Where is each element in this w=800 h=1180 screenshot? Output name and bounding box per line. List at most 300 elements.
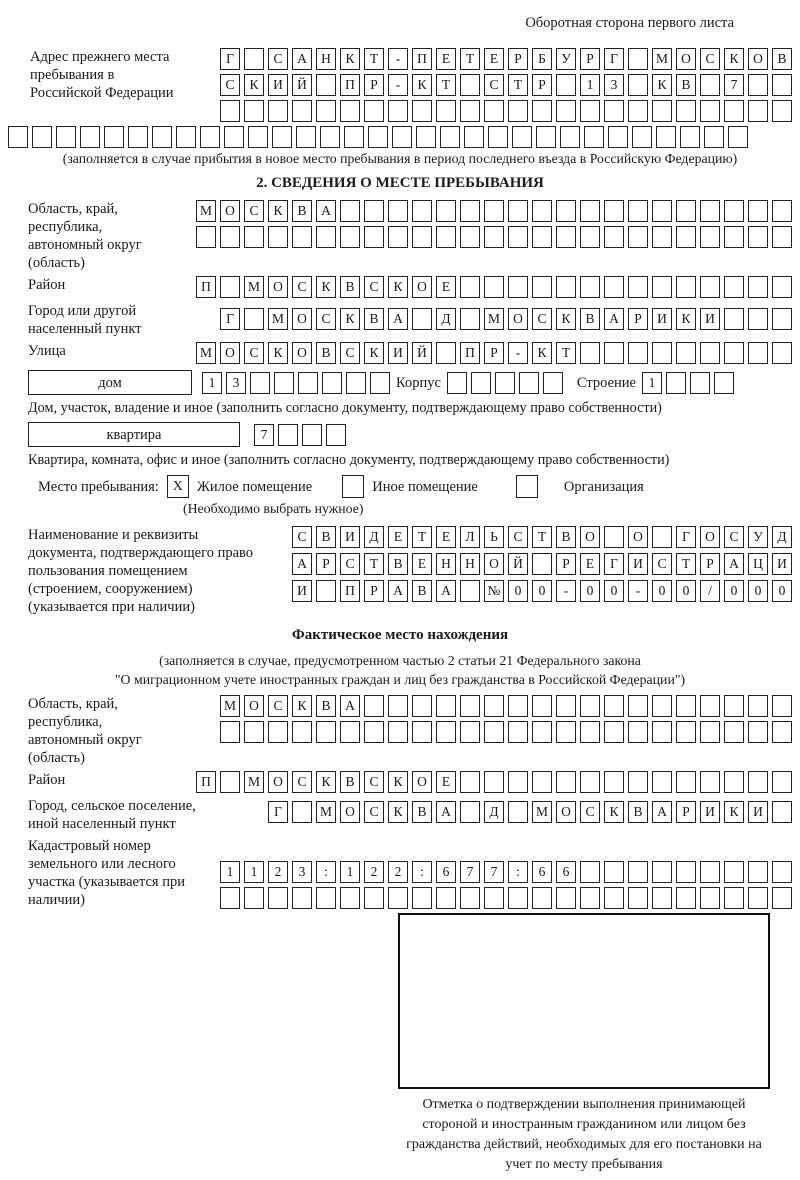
char-cell[interactable]: Р — [484, 342, 504, 364]
char-cell[interactable] — [676, 100, 696, 122]
char-cell[interactable]: К — [388, 276, 408, 298]
char-cell[interactable] — [604, 226, 624, 248]
char-cell[interactable] — [772, 342, 792, 364]
char-cell[interactable]: Р — [676, 801, 696, 823]
char-cell[interactable] — [196, 226, 216, 248]
char-cell[interactable]: В — [364, 308, 384, 330]
char-cell[interactable]: Р — [316, 553, 336, 575]
char-cell[interactable] — [652, 771, 672, 793]
char-cell[interactable]: 0 — [676, 580, 696, 602]
char-cell[interactable]: С — [292, 526, 312, 548]
char-cell[interactable] — [580, 887, 600, 909]
char-cell[interactable] — [346, 372, 366, 394]
char-cell[interactable] — [700, 100, 720, 122]
char-cell[interactable]: О — [340, 801, 360, 823]
char-cell[interactable] — [508, 695, 528, 717]
char-cell[interactable]: И — [340, 526, 360, 548]
char-cell[interactable]: Р — [364, 74, 384, 96]
char-cell[interactable]: В — [772, 48, 792, 70]
char-cell[interactable] — [484, 276, 504, 298]
char-cell[interactable]: М — [484, 308, 504, 330]
char-cell[interactable] — [700, 695, 720, 717]
char-cell[interactable]: О — [412, 276, 432, 298]
char-cell[interactable]: 0 — [508, 580, 528, 602]
char-cell[interactable]: М — [220, 695, 240, 717]
char-cell[interactable] — [628, 276, 648, 298]
char-cell[interactable] — [220, 226, 240, 248]
char-cell[interactable]: 0 — [652, 580, 672, 602]
char-cell[interactable] — [676, 226, 696, 248]
char-cell[interactable] — [748, 695, 768, 717]
char-cell[interactable]: - — [388, 48, 408, 70]
char-cell[interactable]: 2 — [268, 861, 288, 883]
char-cell[interactable]: 7 — [254, 424, 274, 446]
char-cell[interactable] — [268, 721, 288, 743]
char-cell[interactable] — [244, 887, 264, 909]
char-cell[interactable] — [340, 226, 360, 248]
char-cell[interactable] — [298, 372, 318, 394]
char-cell[interactable] — [340, 721, 360, 743]
char-cell[interactable]: 1 — [202, 372, 222, 394]
char-cell[interactable]: О — [556, 801, 576, 823]
char-cell[interactable] — [519, 372, 539, 394]
char-cell[interactable]: А — [604, 308, 624, 330]
char-cell[interactable] — [724, 887, 744, 909]
char-cell[interactable] — [316, 721, 336, 743]
char-cell[interactable] — [772, 721, 792, 743]
char-cell[interactable] — [580, 276, 600, 298]
char-cell[interactable] — [388, 695, 408, 717]
char-cell[interactable]: П — [340, 74, 360, 96]
char-cell[interactable] — [278, 424, 298, 446]
char-cell[interactable] — [652, 200, 672, 222]
char-cell[interactable] — [676, 721, 696, 743]
char-cell[interactable]: - — [628, 580, 648, 602]
char-cell[interactable]: И — [292, 580, 312, 602]
char-cell[interactable] — [447, 372, 467, 394]
char-cell[interactable] — [748, 200, 768, 222]
char-cell[interactable] — [8, 126, 28, 148]
char-cell[interactable] — [748, 861, 768, 883]
char-cell[interactable]: Е — [436, 48, 456, 70]
char-cell[interactable] — [388, 721, 408, 743]
char-cell[interactable]: И — [268, 74, 288, 96]
char-cell[interactable] — [436, 200, 456, 222]
char-cell[interactable]: - — [388, 74, 408, 96]
char-cell[interactable] — [128, 126, 148, 148]
char-cell[interactable]: 1 — [220, 861, 240, 883]
char-cell[interactable] — [604, 771, 624, 793]
char-cell[interactable]: 1 — [244, 861, 264, 883]
char-cell[interactable] — [484, 695, 504, 717]
char-cell[interactable] — [508, 721, 528, 743]
char-cell[interactable]: Н — [436, 553, 456, 575]
char-cell[interactable]: К — [340, 308, 360, 330]
char-cell[interactable]: Ц — [748, 553, 768, 575]
char-cell[interactable] — [580, 100, 600, 122]
char-cell[interactable] — [471, 372, 491, 394]
char-cell[interactable]: Е — [484, 48, 504, 70]
char-cell[interactable] — [748, 100, 768, 122]
char-cell[interactable]: М — [532, 801, 552, 823]
char-cell[interactable] — [690, 372, 710, 394]
char-cell[interactable]: 3 — [292, 861, 312, 883]
char-cell[interactable] — [368, 126, 388, 148]
char-cell[interactable]: О — [748, 48, 768, 70]
char-cell[interactable]: И — [388, 342, 408, 364]
char-cell[interactable] — [676, 861, 696, 883]
char-cell[interactable]: Б — [532, 48, 552, 70]
char-cell[interactable]: О — [628, 526, 648, 548]
char-cell[interactable] — [292, 226, 312, 248]
char-cell[interactable] — [224, 126, 244, 148]
char-cell[interactable]: 0 — [724, 580, 744, 602]
char-cell[interactable]: В — [340, 276, 360, 298]
char-cell[interactable] — [440, 126, 460, 148]
char-cell[interactable]: Р — [580, 48, 600, 70]
char-cell[interactable] — [508, 887, 528, 909]
char-cell[interactable]: В — [340, 771, 360, 793]
char-cell[interactable] — [532, 100, 552, 122]
char-cell[interactable] — [436, 100, 456, 122]
char-cell[interactable] — [364, 887, 384, 909]
char-cell[interactable]: С — [484, 74, 504, 96]
char-cell[interactable] — [536, 126, 556, 148]
char-cell[interactable] — [220, 276, 240, 298]
char-cell[interactable]: К — [268, 342, 288, 364]
char-cell[interactable]: А — [292, 553, 312, 575]
char-cell[interactable] — [656, 126, 676, 148]
char-cell[interactable]: О — [244, 695, 264, 717]
char-cell[interactable]: Ь — [484, 526, 504, 548]
char-cell[interactable] — [628, 100, 648, 122]
char-cell[interactable] — [412, 721, 432, 743]
char-cell[interactable] — [724, 771, 744, 793]
char-cell[interactable] — [436, 695, 456, 717]
char-cell[interactable]: С — [508, 526, 528, 548]
char-cell[interactable]: Г — [676, 526, 696, 548]
char-cell[interactable] — [628, 226, 648, 248]
char-cell[interactable] — [484, 200, 504, 222]
char-cell[interactable] — [464, 126, 484, 148]
char-cell[interactable] — [556, 100, 576, 122]
char-cell[interactable]: О — [508, 308, 528, 330]
char-cell[interactable]: М — [244, 276, 264, 298]
char-cell[interactable] — [584, 126, 604, 148]
char-cell[interactable]: П — [412, 48, 432, 70]
char-cell[interactable] — [484, 721, 504, 743]
char-cell[interactable]: К — [412, 74, 432, 96]
char-cell[interactable]: Т — [436, 74, 456, 96]
char-cell[interactable] — [316, 74, 336, 96]
char-cell[interactable]: С — [244, 342, 264, 364]
char-cell[interactable] — [302, 424, 322, 446]
char-cell[interactable] — [676, 771, 696, 793]
char-cell[interactable] — [244, 308, 264, 330]
char-cell[interactable]: 0 — [580, 580, 600, 602]
char-cell[interactable] — [700, 226, 720, 248]
char-cell[interactable] — [700, 887, 720, 909]
char-cell[interactable]: В — [316, 526, 336, 548]
char-cell[interactable] — [412, 887, 432, 909]
stay-type-checkbox-residential[interactable]: X — [167, 475, 189, 498]
char-cell[interactable]: Е — [580, 553, 600, 575]
char-cell[interactable] — [772, 771, 792, 793]
char-cell[interactable]: 0 — [748, 580, 768, 602]
char-cell[interactable]: П — [340, 580, 360, 602]
char-cell[interactable]: Д — [436, 308, 456, 330]
char-cell[interactable] — [628, 695, 648, 717]
char-cell[interactable]: К — [556, 308, 576, 330]
char-cell[interactable] — [628, 342, 648, 364]
char-cell[interactable] — [652, 721, 672, 743]
char-cell[interactable]: 0 — [772, 580, 792, 602]
char-cell[interactable] — [244, 100, 264, 122]
char-cell[interactable] — [508, 200, 528, 222]
char-cell[interactable]: С — [268, 695, 288, 717]
char-cell[interactable] — [508, 801, 528, 823]
char-cell[interactable] — [700, 74, 720, 96]
char-cell[interactable]: 2 — [388, 861, 408, 883]
char-cell[interactable] — [220, 100, 240, 122]
char-cell[interactable]: Т — [364, 48, 384, 70]
char-cell[interactable] — [772, 226, 792, 248]
char-cell[interactable] — [292, 801, 312, 823]
char-cell[interactable]: К — [244, 74, 264, 96]
char-cell[interactable] — [604, 721, 624, 743]
char-cell[interactable] — [460, 276, 480, 298]
char-cell[interactable]: В — [412, 580, 432, 602]
char-cell[interactable] — [604, 695, 624, 717]
char-cell[interactable] — [200, 126, 220, 148]
char-cell[interactable] — [460, 580, 480, 602]
char-cell[interactable]: О — [292, 308, 312, 330]
char-cell[interactable] — [274, 372, 294, 394]
char-cell[interactable]: Р — [556, 553, 576, 575]
char-cell[interactable]: О — [412, 771, 432, 793]
char-cell[interactable]: Р — [700, 553, 720, 575]
char-cell[interactable]: Г — [220, 48, 240, 70]
char-cell[interactable]: Е — [388, 526, 408, 548]
char-cell[interactable] — [532, 276, 552, 298]
char-cell[interactable]: И — [700, 801, 720, 823]
char-cell[interactable]: О — [676, 48, 696, 70]
char-cell[interactable] — [460, 887, 480, 909]
char-cell[interactable]: С — [364, 801, 384, 823]
char-cell[interactable]: 1 — [580, 74, 600, 96]
char-cell[interactable]: Л — [460, 526, 480, 548]
char-cell[interactable]: С — [268, 48, 288, 70]
char-cell[interactable]: С — [532, 308, 552, 330]
char-cell[interactable]: О — [268, 771, 288, 793]
char-cell[interactable] — [532, 553, 552, 575]
char-cell[interactable]: Д — [772, 526, 792, 548]
char-cell[interactable] — [268, 100, 288, 122]
char-cell[interactable]: Н — [316, 48, 336, 70]
char-cell[interactable] — [724, 226, 744, 248]
char-cell[interactable]: Е — [436, 276, 456, 298]
char-cell[interactable]: 0 — [604, 580, 624, 602]
char-cell[interactable]: К — [724, 801, 744, 823]
char-cell[interactable]: К — [652, 74, 672, 96]
char-cell[interactable]: С — [340, 342, 360, 364]
char-cell[interactable]: № — [484, 580, 504, 602]
char-cell[interactable]: 7 — [484, 861, 504, 883]
char-cell[interactable] — [316, 226, 336, 248]
char-cell[interactable]: С — [292, 276, 312, 298]
char-cell[interactable]: А — [436, 801, 456, 823]
char-cell[interactable] — [724, 100, 744, 122]
char-cell[interactable]: Д — [484, 801, 504, 823]
char-cell[interactable]: Г — [604, 553, 624, 575]
char-cell[interactable] — [460, 801, 480, 823]
char-cell[interactable] — [772, 861, 792, 883]
char-cell[interactable]: К — [604, 801, 624, 823]
char-cell[interactable] — [508, 276, 528, 298]
char-cell[interactable] — [728, 126, 748, 148]
char-cell[interactable] — [388, 887, 408, 909]
char-cell[interactable]: : — [316, 861, 336, 883]
char-cell[interactable] — [724, 861, 744, 883]
char-cell[interactable] — [370, 372, 390, 394]
char-cell[interactable]: К — [676, 308, 696, 330]
char-cell[interactable]: С — [700, 48, 720, 70]
char-cell[interactable]: О — [220, 200, 240, 222]
char-cell[interactable] — [244, 721, 264, 743]
char-cell[interactable] — [248, 126, 268, 148]
char-cell[interactable]: : — [412, 861, 432, 883]
char-cell[interactable]: М — [268, 308, 288, 330]
char-cell[interactable]: 3 — [604, 74, 624, 96]
char-cell[interactable] — [556, 226, 576, 248]
char-cell[interactable]: Й — [292, 74, 312, 96]
char-cell[interactable] — [292, 887, 312, 909]
char-cell[interactable]: В — [556, 526, 576, 548]
char-cell[interactable]: К — [364, 342, 384, 364]
char-cell[interactable]: П — [196, 276, 216, 298]
char-cell[interactable]: А — [388, 580, 408, 602]
char-cell[interactable]: Д — [364, 526, 384, 548]
char-cell[interactable]: Й — [412, 342, 432, 364]
char-cell[interactable]: : — [508, 861, 528, 883]
char-cell[interactable] — [580, 200, 600, 222]
char-cell[interactable] — [436, 342, 456, 364]
char-cell[interactable]: Р — [532, 74, 552, 96]
char-cell[interactable] — [152, 126, 172, 148]
char-cell[interactable]: 3 — [226, 372, 246, 394]
char-cell[interactable]: В — [292, 200, 312, 222]
char-cell[interactable] — [532, 771, 552, 793]
char-cell[interactable]: 6 — [532, 861, 552, 883]
char-cell[interactable]: 1 — [340, 861, 360, 883]
char-cell[interactable]: Р — [628, 308, 648, 330]
char-cell[interactable]: Р — [364, 580, 384, 602]
char-cell[interactable] — [772, 100, 792, 122]
char-cell[interactable]: А — [436, 580, 456, 602]
char-cell[interactable] — [508, 226, 528, 248]
char-cell[interactable]: Т — [532, 526, 552, 548]
char-cell[interactable]: Й — [508, 553, 528, 575]
char-cell[interactable] — [412, 200, 432, 222]
char-cell[interactable]: Т — [676, 553, 696, 575]
char-cell[interactable] — [436, 721, 456, 743]
char-cell[interactable] — [580, 721, 600, 743]
char-cell[interactable] — [676, 695, 696, 717]
char-cell[interactable] — [56, 126, 76, 148]
char-cell[interactable] — [416, 126, 436, 148]
char-cell[interactable] — [364, 200, 384, 222]
char-cell[interactable] — [748, 342, 768, 364]
char-cell[interactable] — [388, 200, 408, 222]
char-cell[interactable] — [772, 200, 792, 222]
char-cell[interactable] — [80, 126, 100, 148]
char-cell[interactable]: / — [700, 580, 720, 602]
char-cell[interactable]: О — [268, 276, 288, 298]
char-cell[interactable] — [772, 801, 792, 823]
char-cell[interactable]: О — [220, 342, 240, 364]
char-cell[interactable] — [604, 342, 624, 364]
char-cell[interactable] — [700, 771, 720, 793]
char-cell[interactable] — [556, 721, 576, 743]
char-cell[interactable] — [316, 887, 336, 909]
char-cell[interactable] — [556, 887, 576, 909]
char-cell[interactable]: С — [724, 526, 744, 548]
char-cell[interactable]: И — [700, 308, 720, 330]
char-cell[interactable] — [104, 126, 124, 148]
char-cell[interactable]: А — [652, 801, 672, 823]
char-cell[interactable] — [628, 721, 648, 743]
char-cell[interactable] — [772, 74, 792, 96]
char-cell[interactable] — [676, 200, 696, 222]
char-cell[interactable] — [748, 308, 768, 330]
char-cell[interactable]: - — [508, 342, 528, 364]
char-cell[interactable]: Н — [460, 553, 480, 575]
char-cell[interactable] — [714, 372, 734, 394]
char-cell[interactable]: 7 — [460, 861, 480, 883]
char-cell[interactable]: Г — [268, 801, 288, 823]
char-cell[interactable] — [436, 226, 456, 248]
char-cell[interactable]: И — [628, 553, 648, 575]
char-cell[interactable] — [340, 100, 360, 122]
char-cell[interactable] — [543, 372, 563, 394]
char-cell[interactable] — [680, 126, 700, 148]
char-cell[interactable] — [460, 100, 480, 122]
char-cell[interactable]: В — [628, 801, 648, 823]
char-cell[interactable]: А — [724, 553, 744, 575]
char-cell[interactable]: М — [316, 801, 336, 823]
char-cell[interactable] — [484, 100, 504, 122]
char-cell[interactable] — [340, 887, 360, 909]
char-cell[interactable]: И — [748, 801, 768, 823]
char-cell[interactable] — [652, 887, 672, 909]
char-cell[interactable] — [484, 226, 504, 248]
char-cell[interactable] — [628, 48, 648, 70]
char-cell[interactable]: В — [412, 801, 432, 823]
char-cell[interactable] — [388, 226, 408, 248]
char-cell[interactable] — [488, 126, 508, 148]
char-cell[interactable] — [460, 74, 480, 96]
char-cell[interactable]: С — [340, 553, 360, 575]
char-cell[interactable]: Е — [412, 553, 432, 575]
char-cell[interactable] — [364, 721, 384, 743]
char-cell[interactable] — [724, 695, 744, 717]
char-cell[interactable] — [220, 887, 240, 909]
char-cell[interactable]: О — [700, 526, 720, 548]
char-cell[interactable] — [628, 861, 648, 883]
char-cell[interactable]: Т — [508, 74, 528, 96]
char-cell[interactable]: К — [340, 48, 360, 70]
char-cell[interactable]: К — [388, 771, 408, 793]
